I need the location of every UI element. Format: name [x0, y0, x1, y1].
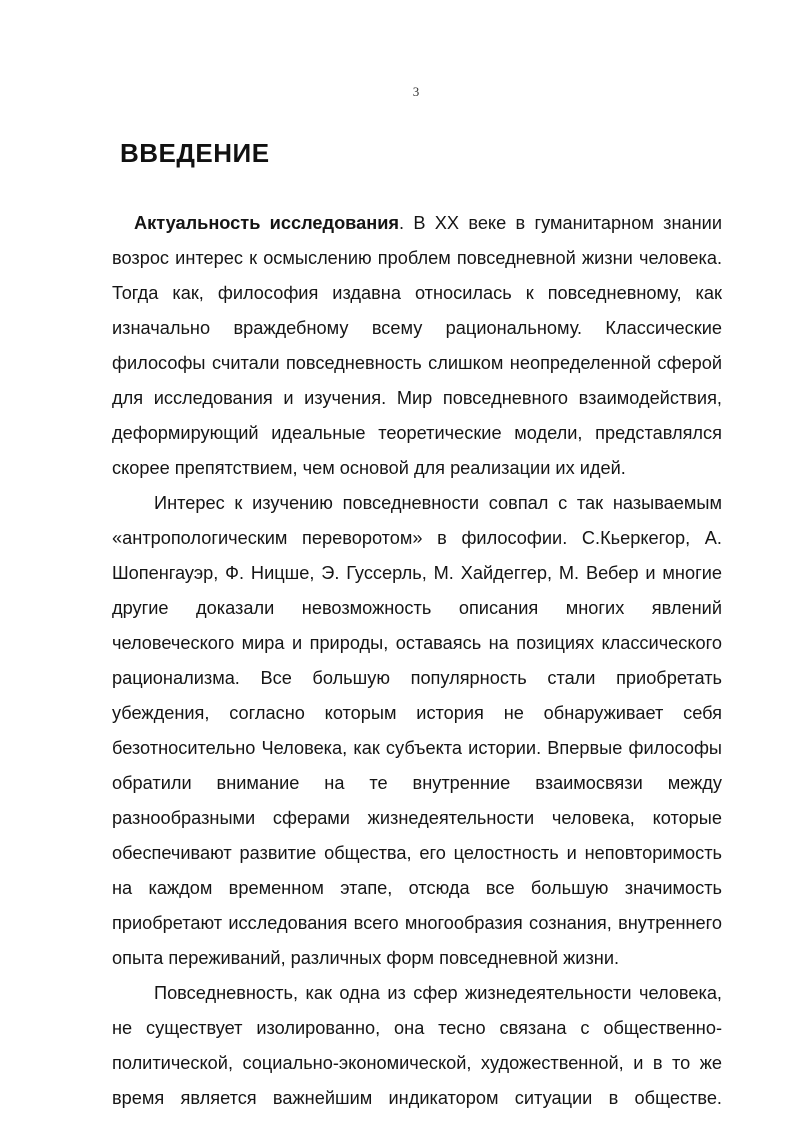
paragraph-text: . В XX веке в гуманитарном знании возрос интерес к осмыслению проблем повседневной жизни человека. Тогда как, философия издавна относилась к повседневному, как изначально враждебному всему рациональному. Классические философы считали повседневность слишком неопределенной сферой для исследования и изучения. Мир повседневного взаимодействия, деформирующий идеальные теоретические модели, представлялся скорее препятствием, чем основой для реализации их идей.	[112, 213, 722, 478]
page-number: 3	[412, 84, 420, 99]
section-heading: ВВЕДЕНИЕ	[120, 138, 270, 168]
paragraph-anthropological-turn: Интерес к изучению повседневности совпал с так называемым «антропологическим переворотом» в философии. С.Кьеркегор, А. Шопенгауэр, Ф. Ницше, Э. Гуссерль, М. Хайдеггер, М. Вебер и многие другие доказали невозможность описания многих явлений человеческого мира и природы, оставаясь на позициях классического рационализма. Все большую популярность стали приобретать убеждения, согласно которым история не обнаруживает себя безотносительно Человека, как субъекта истории. Впервые философы обратили внимание на те внутренние взаимосвязи между разнообразными сферами жизнедеятельности человека, которые обеспечивают развитие общества, его целостность и неповторимость на каждом временном этапе, отсюда все большую значимость приобретают исследования всего многообразия сознания, внутреннего опыта переживаний, различных форм повседневной жизни.	[112, 493, 722, 968]
paragraph-lead: Актуальность исследования	[134, 213, 400, 233]
body-text	[112, 206, 722, 1116]
paragraph-relevance	[112, 206, 722, 486]
paragraph-everydayness: Повседневность, как одна из сфер жизнедеятельности человека, не существует изолированно, она тесно связана с общественно-политической, социально-экономической, художественной, и в то же время является важнейшим индикатором ситуации в обществе.	[112, 983, 722, 1108]
